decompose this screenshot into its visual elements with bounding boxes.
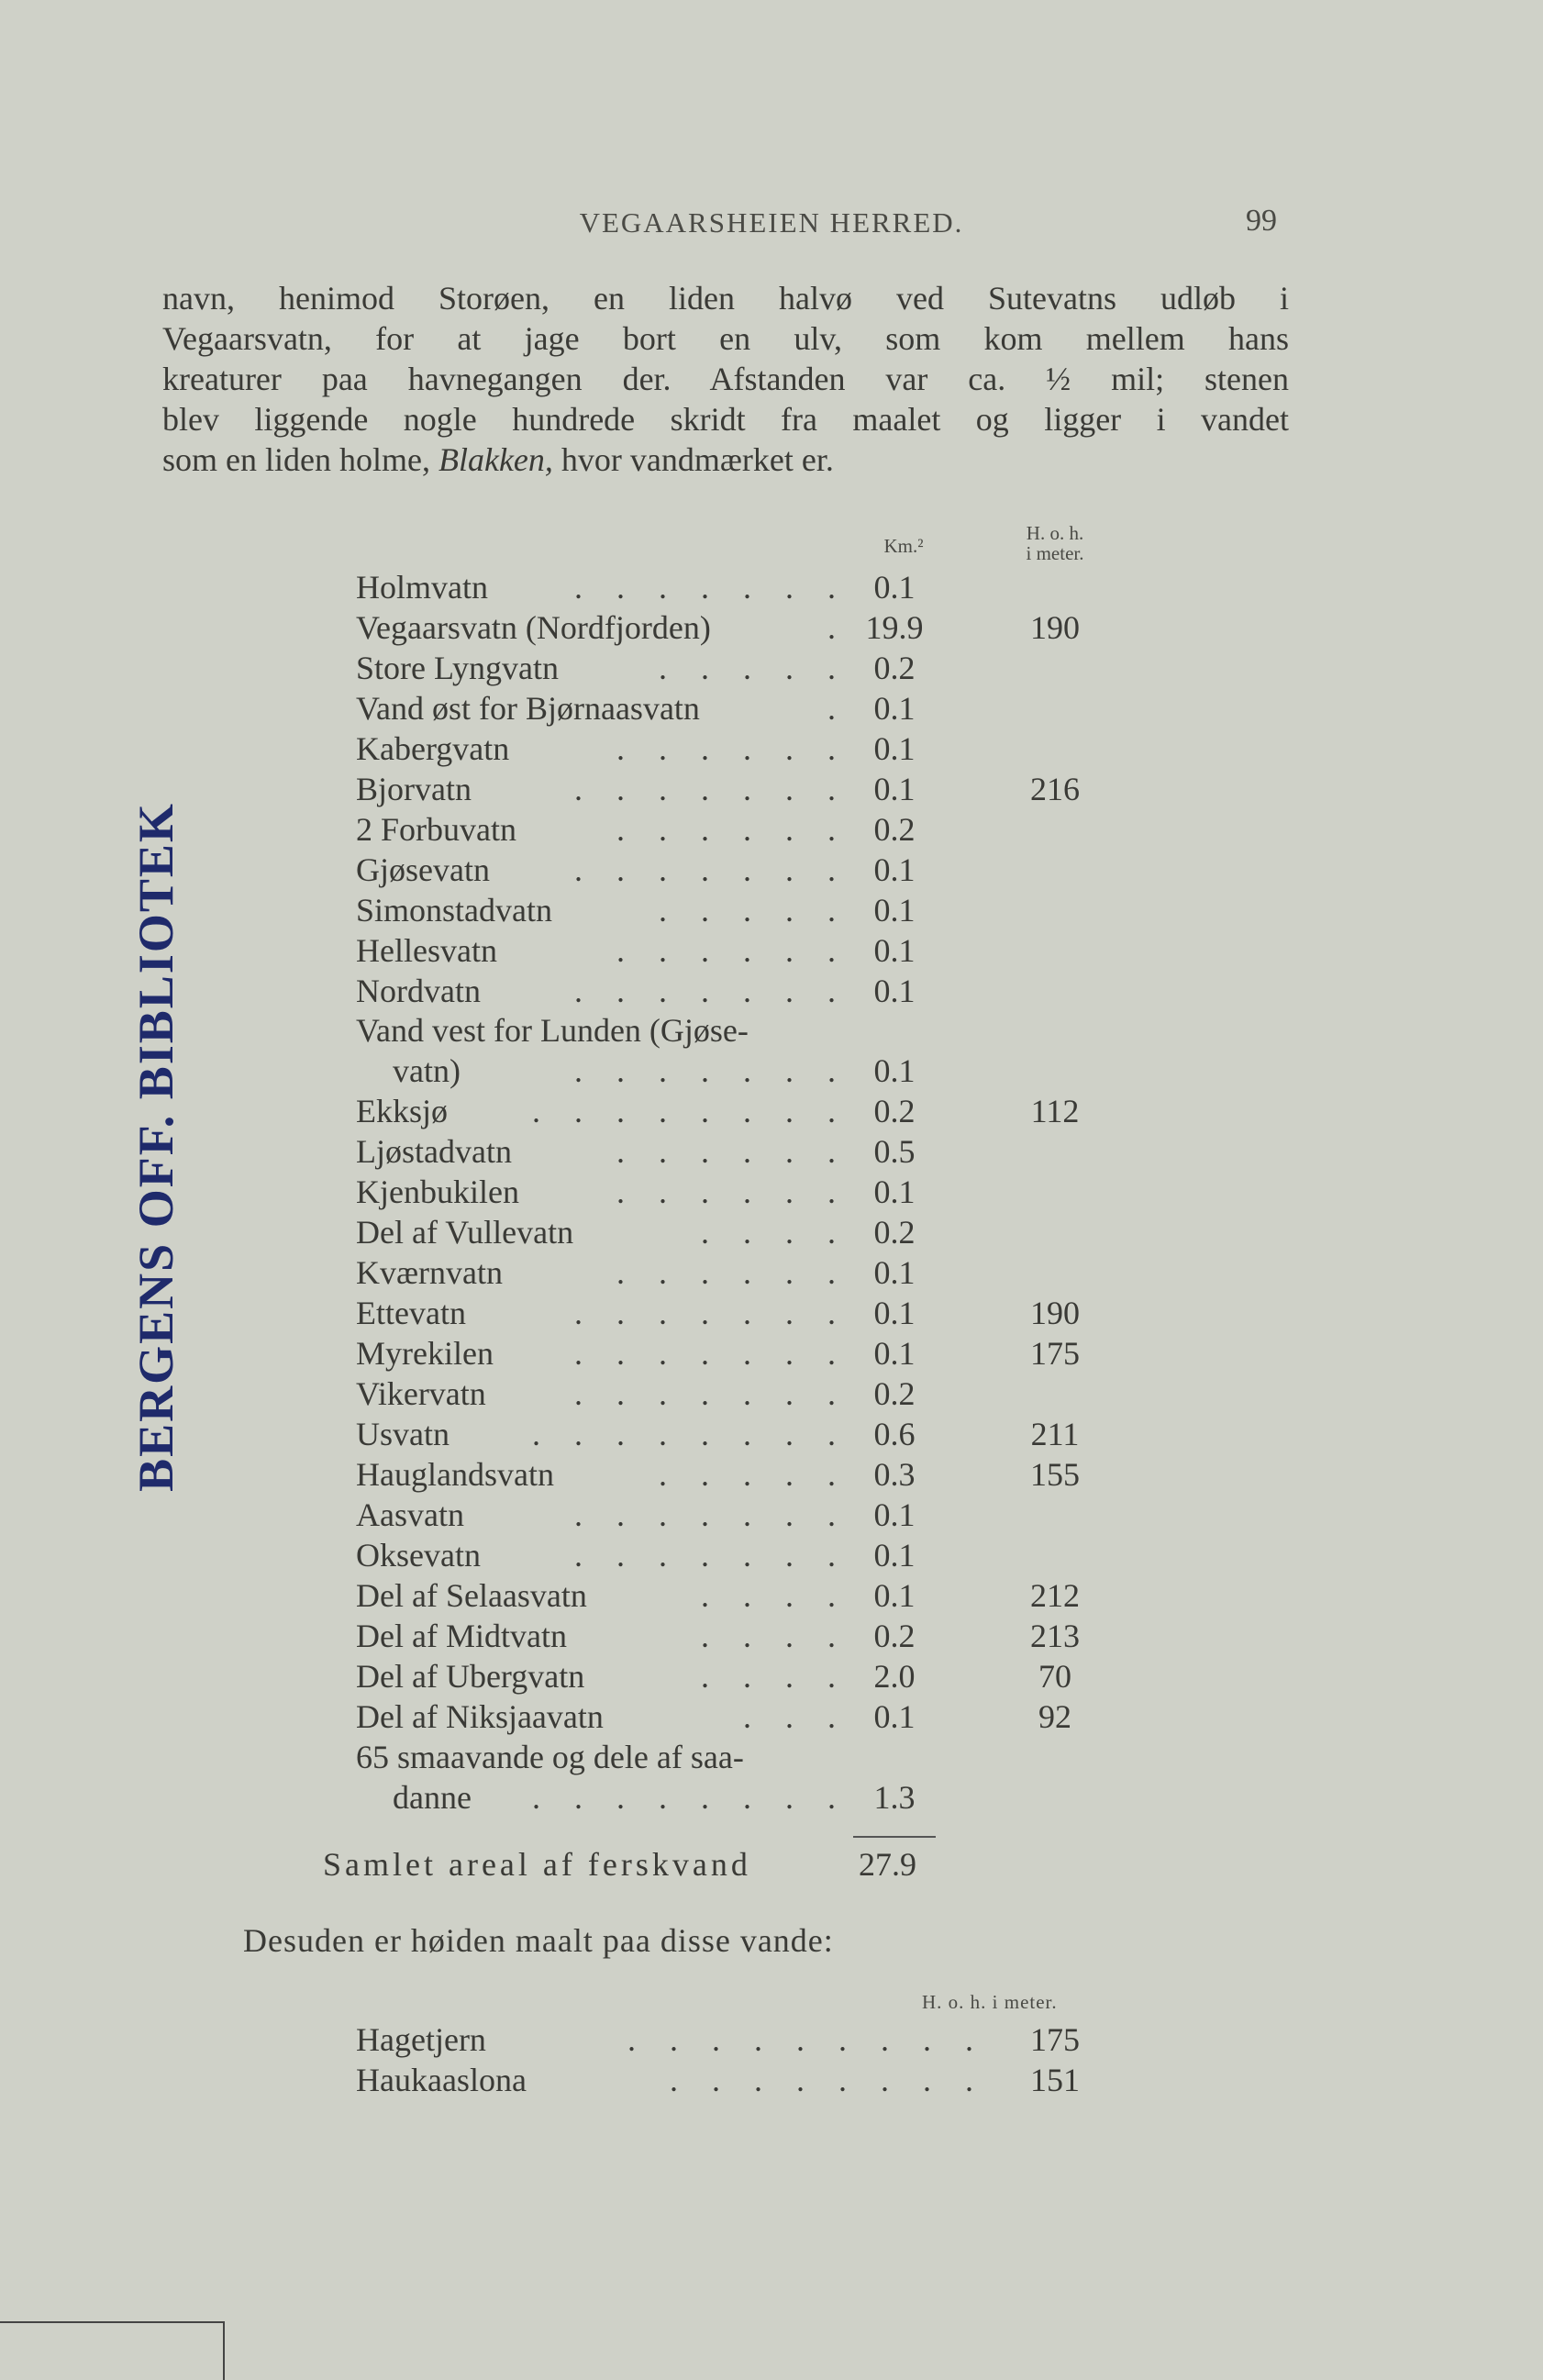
lake-name: Del af Niksjaavatn [356,1697,604,1735]
library-stamp [96,802,216,1492]
leader-dots: . [827,608,849,646]
table-row [0,1495,1543,1535]
table-row [0,1172,1543,1212]
area-km2: 0.2 [873,1375,916,1412]
table-row [0,1252,1543,1293]
area-km2: 0.1 [873,1173,916,1211]
area-km2: 0.2 [873,1214,916,1251]
table-row [0,1212,1543,1252]
paragraph-line: blev liggende nogle hundrede skridt fra maalet og ligger i vandet [162,401,1289,438]
area-km2: 0.1 [873,972,916,1009]
leader-dots: . . . . . . . [574,851,849,888]
area-km2: 0.1 [873,891,916,929]
leader-dots: . . . . [701,1617,849,1654]
lake-name: Kjenbukilen [356,1173,519,1211]
table-row [0,1010,1543,1051]
column-header-hoh-line2: i meter. [1026,542,1084,564]
lake-name: Vikervatn [356,1375,486,1412]
leader-dots: . . . . . . . [574,972,849,1009]
leader-dots: . . . . [701,1214,849,1251]
area-km2: 19.9 [865,608,924,646]
paragraph-text: som en liden holme, [162,441,438,478]
table-row [0,1454,1543,1495]
leader-dots: . . . . . . . . [532,1093,849,1130]
area-km2: 0.1 [873,1254,916,1292]
leader-dots: . . . . . [659,649,849,686]
additional-heights-intro: Desuden er høiden maalt paa disse vande: [243,1922,834,1959]
library-stamp-text: BERGENS OFF. BIBLIOTEK [128,802,184,1492]
table-row [0,1091,1543,1131]
height-above-sea: 213 [1030,1617,1080,1654]
lake-name: Vegaarsvatn (Nordfjorden) [356,608,711,646]
leader-dots: . . . . . . . [574,569,849,606]
leader-dots: . . . . . [659,891,849,929]
leader-dots: . . . . . . [616,1254,849,1292]
leader-dots: . . . . . . . [574,1496,849,1533]
table-row [0,1051,1543,1091]
height-above-sea: 155 [1030,1455,1080,1493]
lake-name: Del af Selaasvatn [356,1576,587,1614]
table-row [0,1535,1543,1575]
height-above-sea: 151 [1030,2062,1080,2098]
lake-name: Hagetjern [356,2021,486,2058]
leader-dots: . . . [743,1697,849,1735]
table-row [0,2060,1543,2100]
height-above-sea: 211 [1030,1415,1080,1452]
leader-dots: . . . . . . [616,931,849,969]
area-km2: 0.6 [873,1415,916,1452]
total-label: Samlet areal af ferskvand [323,1846,751,1883]
lake-name: Del af Midtvatn [356,1617,567,1654]
lake-name: Holmvatn [356,569,488,606]
area-km2: 0.2 [873,1617,916,1654]
lake-name: Myrekilen [356,1335,494,1373]
table-row [0,2019,1543,2060]
height-above-sea: 92 [1038,1697,1071,1735]
height-above-sea: 190 [1030,608,1080,646]
table-row [0,930,1543,971]
total-value: 27.9 [859,1846,916,1883]
sum-rule [853,1836,936,1838]
lake-name: Haukaaslona [356,2062,527,2098]
paragraph-line [162,439,1289,480]
leader-dots: . . . . [701,1576,849,1614]
table-row [0,728,1543,769]
area-km2: 0.2 [873,649,916,686]
lake-name: Vand vest for Lunden (Gjøse- [356,1012,749,1050]
table-row [0,971,1543,1011]
area-km2: 0.1 [873,851,916,888]
leader-dots: . . . . . . . [574,1295,849,1332]
leader-dots: . . . . [701,1657,849,1695]
table-row [0,1131,1543,1172]
lake-name: 65 smaavande og dele af saa- [356,1738,744,1775]
table-row [0,850,1543,890]
table-row [0,648,1543,688]
table-row [0,567,1543,607]
lake-name: danne [393,1778,472,1816]
leader-dots: . . . . . . [616,1173,849,1211]
leader-dots: . . . . . . [616,1133,849,1171]
column-header-km: Km.² [883,535,924,557]
area-km2: 2.0 [873,1657,916,1695]
corner-mark [0,2321,225,2380]
area-km2: 0.1 [873,1496,916,1533]
column-header-hoh [1000,523,1110,563]
lake-name: Gjøsevatn [356,851,490,888]
table-row [0,1737,1543,1777]
lake-name: Oksevatn [356,1536,481,1574]
column-header-hoh-2: H. o. h. i meter. [922,1991,1058,2013]
lake-name: vatn) [393,1052,461,1090]
table-row [0,890,1543,930]
area-km2: 0.1 [873,729,916,767]
lake-name: Ekksjø [356,1093,449,1130]
area-km2: 0.1 [873,1536,916,1574]
area-km2: 0.5 [873,1133,916,1171]
area-km2: 0.2 [873,1093,916,1130]
lake-name: Nordvatn [356,972,481,1009]
lake-name: Store Lyngvatn [356,649,559,686]
table-row [0,1777,1543,1818]
area-km2: 0.3 [873,1455,916,1493]
height-above-sea: 216 [1030,770,1080,807]
body-paragraph [162,278,1289,480]
paragraph-text: hvor vandmærket er. [552,441,834,478]
paragraph-line: navn, henimod Storøen, en liden halvø ved Sutevatns udløb i [162,280,1289,317]
area-km2: 0.1 [873,1052,916,1090]
leader-dots: . . . . . . [616,810,849,848]
area-km2: 0.1 [873,1697,916,1735]
table-row [0,688,1543,728]
area-km2: 0.1 [873,1335,916,1373]
leader-dots: . . . . . . . [574,1335,849,1373]
area-km2: 0.1 [873,1576,916,1614]
column-header-hoh-line1: H. o. h. [1026,522,1084,544]
height-above-sea: 70 [1038,1657,1071,1695]
table-row [0,1696,1543,1737]
lake-name: Usvatn [356,1415,450,1452]
lake-name: Hellesvatn [356,931,497,969]
lake-name: Del af Vullevatn [356,1214,574,1251]
leader-dots: . [827,689,849,727]
lake-name: Vand øst for Bjørnaasvatn [356,689,700,727]
table-row [0,1333,1543,1374]
paragraph-line: Vegaarsvatn, for at jage bort en ulv, som kom mellem hans [162,320,1289,357]
leader-dots: . . . . . . . [574,1536,849,1574]
area-km2: 0.1 [873,770,916,807]
area-km2: 0.1 [873,1295,916,1332]
leader-dots: . . . . . [659,1455,849,1493]
table-row [0,1616,1543,1656]
table-row [0,607,1543,648]
paragraph-line: kreaturer paa havnegangen der. Afstanden var ca. ½ mil; stenen [162,361,1289,397]
lake-name: Aasvatn [356,1496,464,1533]
table-row [0,1374,1543,1414]
table-row [0,1293,1543,1333]
height-above-sea: 175 [1030,1335,1080,1373]
leader-dots: . . . . . . . . [532,1415,849,1452]
table-row [0,1414,1543,1454]
leader-dots: . . . . . . [616,729,849,767]
leader-dots: . . . . . . . [574,1052,849,1090]
height-above-sea: 190 [1030,1295,1080,1332]
area-km2: 0.1 [873,689,916,727]
table-row [0,1575,1543,1616]
running-header: VEGAARSHEIEN HERRED. [579,206,964,239]
leader-dots: . . . . . . . . [532,1778,849,1816]
area-km2: 1.3 [873,1778,916,1816]
lake-name: Kabergvatn [356,729,510,767]
height-above-sea: 212 [1030,1576,1080,1614]
place-name-italic: Blakken, [438,441,553,478]
lake-name: 2 Forbuvatn [356,810,516,848]
area-km2: 0.2 [873,810,916,848]
leader-dots: . . . . . . . [574,1375,849,1412]
area-km2: 0.1 [873,931,916,969]
leader-dots: . . . . . . . [574,770,849,807]
leader-dots: . . . . . . . . [670,2062,986,2098]
lake-name: Del af Ubergvatn [356,1657,585,1695]
lake-name: Bjorvatn [356,770,472,807]
height-above-sea: 112 [1030,1093,1080,1130]
table-row [0,1656,1543,1696]
table-row [0,769,1543,809]
height-above-sea: 175 [1030,2021,1080,2058]
lake-name: Hauglandsvatn [356,1455,554,1493]
lake-name: Ljøstadvatn [356,1133,512,1171]
lake-name: Simonstadvatn [356,891,552,929]
lake-name: Kværnvatn [356,1254,503,1292]
leader-dots: . . . . . . . . . [627,2021,986,2058]
table-row [0,809,1543,850]
page-number: 99 [1246,204,1277,238]
area-km2: 0.1 [873,569,916,606]
lake-name: Ettevatn [356,1295,466,1332]
